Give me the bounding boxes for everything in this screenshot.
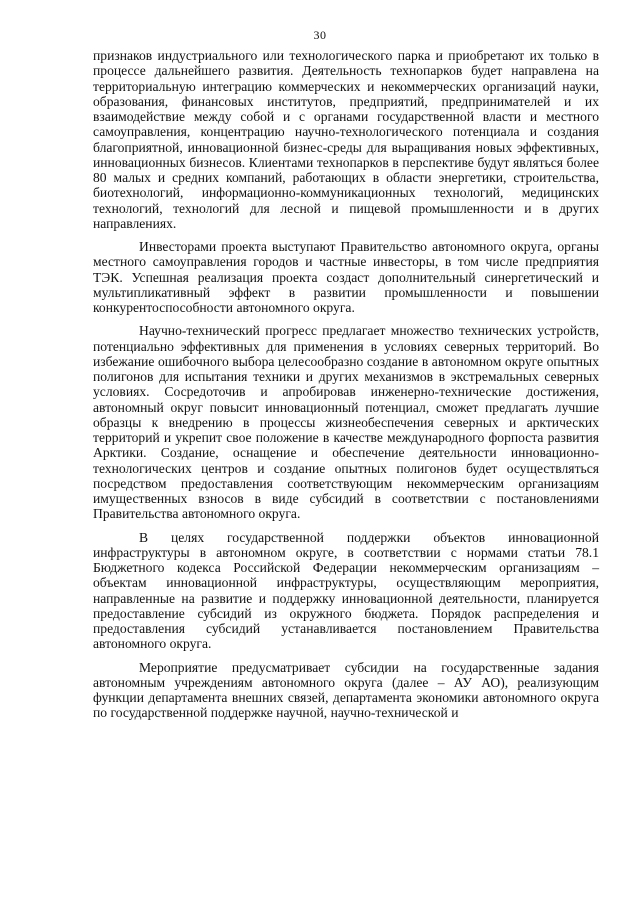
paragraph: Мероприятие предусматривает субсидии на государственные задания автономным учреждениям автономного округа (далее – АУ АО), реализующим функции департамента внешних связей, департамента экономики автономного округа по государственной поддержке научной, научно-технической и — [93, 659, 599, 721]
paragraph: В целях государственной поддержки объектов инновационной инфраструктуры в автономном округе, в соответствии с нормами статьи 78.1 Бюджетного кодекса Российской Федерации некоммерческим организациям – объектам инновационной инфраструктуры, осуществляющим мероприятия, направленные на развитие и поддержку инновационной деятельности, планируется предоставление субсидий из окружного бюджета. Порядок распределения и предоставления субсидий устанавливается постановлением Правительства автономного округа. — [93, 529, 599, 652]
body-text — [93, 48, 599, 729]
page-number: 30 — [313, 28, 327, 42]
paragraph: признаков индустриального или технологического парка и приобретают их только в процессе дальнейшего развития. Деятельность технопарков будет направлена на территориальную интеграцию коммерческих и некоммерческих организаций науки, образования, финансовых институтов, предприятий, предпринимателей и их взаимодействие между собой и с органами государственной власти и местного самоуправления, концентрацию научно-технологического потенциала и создания благоприятной, инновационной бизнес-среды для выращивания новых эффективных, инновационных бизнесов. Клиентами технопарков в перспективе будут являться более 80 малых и средних компаний, работающих в области энергетики, строительства, биотехнологий, информационно-коммуникационных технологий, медицинских технологий, технологий для лесной и пищевой промышленности и в других направлениях. — [93, 48, 599, 231]
paragraph: Инвесторами проекта выступают Правительство автономного округа, органы местного самоуправления городов и частные инвесторы, в том числе предприятия ТЭК. Успешная реализация проекта создаст дополнительный синергетический и мультипликативный эффект в развитии промышленности и повышении конкурентоспособности автономного округа. — [93, 239, 599, 315]
paragraph: Научно-технический прогресс предлагает множество технических устройств, потенциально эффективных для применения в условиях северных территорий. Во избежание ошибочного выбора целесообразно создание в автономном округе опытных полигонов для испытания техники и других механизмов в экстремальных северных условиях. Сосредоточив и апробировав инженерно-технические достижения, автономный округ повысит инновационный потенциал, сможет предлагать лучшие образцы к внедрению в процессы жизнеобеспечения северных и арктических территорий и укрепит свое положение в качестве международного форпоста развития Арктики. Создание, оснащение и обеспечение деятельности инновационно-технологических центров и создание опытных полигонов будет осуществляться посредством предоставления соответствующим некоммерческим организациям имущественных взносов в виде субсидий в соответствии с постановлениями Правительства автономного округа. — [93, 323, 599, 522]
